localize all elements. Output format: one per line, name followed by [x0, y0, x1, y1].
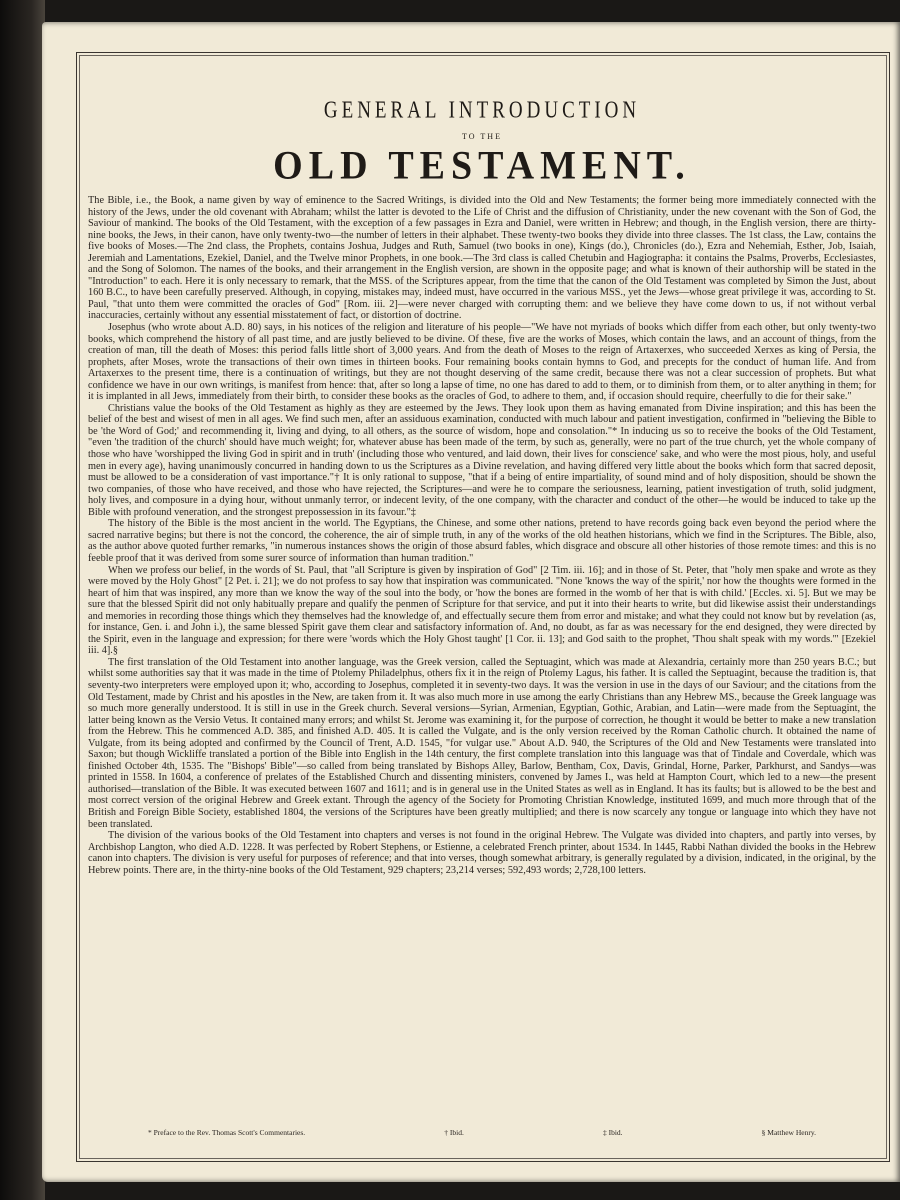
header-title-to-the: TO THE	[462, 132, 502, 141]
header-title-old-testament: OLD TESTAMENT.	[273, 143, 691, 189]
header-title-general-introduction: GENERAL INTRODUCTION	[323, 97, 641, 124]
footnote-1: * Preface to the Rev. Thomas Scott's Commentaries.	[148, 1128, 306, 1137]
paragraph-inspiration: When we profess our belief, in the words of St. Paul, that "all Scripture is given by inspiration of God" [2 Tim. iii. 16]; and in those of St. Peter, that "holy men spake and wrote as they were moved by the Holy Ghost" [2 Pet. i. 21]; we do not profess to say how that inspiration was communicated. "None 'knows the way of the spirit,' nor how the thoughts were formed in the heart of him that was inspired, any more than we know the way of the soul into the body, or 'how the bones are formed in the womb of her that is with child.' [Eccles. xi. 5]. But we may be sure that the blessed Spirit did not only habitually prepare and qualify the penmen of Scripture for that service, and put it into their hearts to write, but did likewise assist their understandings and memories in recording those things which they themselves had the knowledge of, and effectually secure them from error and mistake; and what they could not know but by revelation (as, for instance, Gen. i. and John i.), the same blessed Spirit gave them clear and satisfactory information of. And, no doubt, as far as was necessary for the end designed, they were directed by the Spirit, even in the language and expression; for there were 'words which the Holy Ghost taught' [1 Cor. ii. 13]; and God saith to the prophet, 'Thou shalt speak with my words.'" [Ezekiel iii. 4].§	[88, 564, 876, 657]
book-binding-shadow	[0, 0, 45, 1200]
paragraph-bible: The Bible, i.e., the Book, a name given by way of eminence to the Sacred Writings, is divided into the Old and New Testaments; the former being more immediately connected with the history of the Jews, under the old covenant with Abraham; whilst the latter is devoted to the Life of Christ and the diffusion of Christianity, under the new covenant with the Son of God, the Saviour of mankind. The books of the Old Testament, with the exception of a few passages in Ezra and Daniel, were written in Hebrew; and though, in the English version, there are thirty-nine books, the Jews, in their canon, have only twenty-two—the number of letters in their alphabet. These twenty-two books they divide into three classes. The 1st class, the Law, contains the five books of Moses.—The 2nd class, the Prophets, contains Joshua, Judges and Ruth, Samuel (two books in one), Kings (do.), Chronicles (do.), Ezra and Nehemiah, Esther, Job, Isaiah, Jeremiah and Lamentations, Ezekiel, Daniel, and the Twelve minor Prophets, in one book.—The 3rd class is called Chetubin and Hagiographa: it contains the Psalms, Proverbs, Ecclesiastes, and the Song of Solomon. The names of the books, and their arrangement in the English version, are shown in the opposite page; and what is known of their authorship will be stated in the "Introduction" to each. Here it is only necessary to remark, that the MSS. of the Scriptures appear, from the time that the canon of the Old Testament was completed by Simon the Just, about 160 B.C., to have been carefully preserved. Although, in copying, mistakes may, indeed must, have occurred in the various MSS., yet the Jews—whose great privilege it was, according to St. Paul, "that unto them were committed the oracles of God" [Rom. iii. 2]—were never charged with corrupting them: and we believe they have come down to us, if not without verbal inaccuracies, certainly without any essential misstatement of fact, or distortion of doctrine.	[88, 195, 876, 322]
paragraph-divisions: The division of the various books of the Old Testament into chapters and verses is not found in the original Hebrew. The Vulgate was divided into chapters, and partly into verses, by Archbishop Langton, who died A.D. 1228. It was perfected by Robert Stephens, or Estienne, a celebrated French printer, about 1534. In 1445, Rabbi Nathan divided the books in the Hebrew canon into chapters. The division is very useful for purposes of reference; and that into verses, though somewhat arbitrary, is generally regulated by a division, indicated, in the original, by the Hebrew points. There are, in the thirty-nine books of the Old Testament, 929 chapters; 23,214 verses; 592,493 words; 2,728,100 letters.	[88, 830, 876, 876]
footnote-2: † Ibid.	[444, 1128, 464, 1137]
footnote-3: ‡ Ibid.	[602, 1128, 623, 1137]
body-text	[88, 195, 876, 876]
paragraph-josephus: Josephus (who wrote about A.D. 80) says, in his notices of the religion and literature of his people—"We have not myriads of books which differ from each other, but only twenty-two books, which comprehend the history of all past time, and are justly believed to be divine. Of these, five are the works of Moses, which contain the laws, and an account of things, from the creation of man, till the death of Moses: this period falls little short of 3,000 years. And from the death of Moses to the reign of Artaxerxes, who succeeded Xerxes as king of Persia, the prophets, after Moses, wrote the transactions of their own times in thirteen books. Four remaining books contain hymns to God, and precepts for the conduct of human life. And from Artaxerxes to the present time, there is a continuation of writings, but they are not thought deserving of the same credit, because there was not a clear succession of prophets. But what confidence we have in our own writings, is manifest from hence: that, after so long a lapse of time, no one has dared to add to them, or to diminish from them, or to alter anything in them; for it is implanted in all Jews, immediately from their birth, to consider these books as the oracles of God, to adhere to them, and, if occasion should require, cheerfully to die for their sake."	[88, 322, 876, 403]
footnote-4: § Matthew Henry.	[761, 1128, 816, 1137]
paragraph-history: The history of the Bible is the most ancient in the world. The Egyptians, the Chinese, and some other nations, pretend to have records going back even beyond the period where the sacred narrative begins; but there is not the concord, the coherence, the air of simple truth, in any of the works of the old heathen historians, which we find in the Scriptures. The Bible, also, as the author above quoted further remarks, "in numerous instances shows the origin of those absurd fables, which disgrace and obscure all other histories of those remote times: and this is no feeble proof that it was derived from some surer source of information than human tradition."	[88, 518, 876, 564]
paragraph-translations: The first translation of the Old Testament into another language, was the Greek version, called the Septuagint, which was made at Alexandria, certainly more than 250 years B.C.; but whilst some authorities say that it was made in the time of Ptolemy Philadelphus, others fix it in the reign of Ptolemy Lagus, his father. It is called the Septuagint, because the tradition is, that seventy-two interpreters were employed upon it; who, according to Josephus, completed it in seventy-two days. It was the version in use in the days of our Saviour; and the citations from the Old Testament, made by Christ and his apostles in the New, are taken from it. It was also much more in use among the early Christians than any Hebrew MS., because the Greek language was so much more generally understood. It is still in use in the Greek church. Several versions—Syrian, Armenian, Egyptian, Gothic, Arabian, and Latin—were made from the Septuagint, the latter being known as the Versio Vetus. It contained many errors; and whilst St. Jerome was examining it, for the purpose of correction, he thought it would be better to make a new translation from the Hebrew. This he commenced A.D. 385, and finished A.D. 405. It is called the Vulgate, and is the only version received by the Roman Catholic church. It obtained the name of Vulgate, from its being adopted and confirmed by the Council of Trent, A.D. 1545, "for vulgar use." About A.D. 940, the Scriptures of the Old and New Testaments were translated into Saxon; but though Wickliffe translated a portion of the Bible into English in the 14th century, the first complete translation into this language was that of Tindale and Coverdale, which was finished October 4th, 1535. The "Bishops' Bible"—so called from being translated by Bishops Alley, Barlow, Bentham, Cox, Davis, Grindal, Horne, Parker, Parkhurst, and Sandys—was printed in 1558. In 1604, a conference of prelates of the Established Church and dissenting ministers, convened by James I., was held at Hampton Court, which led to a new—the present authorised—translation of the Bible. It was executed between 1607 and 1611; and is in general use in the United States as well as in England. It has its faults; but is allowed to be the best and most correct version of the original Hebrew and Greek extant. Through the agency of the Society for Promoting Christian Knowledge, instituted 1699, and much more through that of the British and Foreign Bible Society, established 1804, the versions of the Scriptures have been greatly multiplied; and there is now scarcely any tongue or language into which they have not been translated.	[88, 656, 876, 830]
page-header	[76, 97, 888, 189]
footnotes	[88, 1128, 876, 1137]
paragraph-christians: Christians value the books of the Old Testament as highly as they are esteemed by the Jews. They look upon them as having emanated from Divine inspiration; and this has been the belief of the best and wisest of men in all ages. We find such men, after an assiduous examination, conducted with much labour and patient investigation, confirmed in "believing the Bible to be 'the Word of God;' and recommending it, living and dying, to all others, as the source of wisdom, hope and consolation."* In inducing us so to receive the books of the Old Testament, "even 'the tradition of the church' should have much weight; for, whatever abuse has been made of the term, by such as, generally, were no part of the true church, yet the whole company of those who have 'worshipped the living God in spirit and in truth' (including those who ventured, and laid down, their lives for conscience' sake, and who were the most pious, holy, and useful men in every age), having unanimously concurred in handing down to us the Scriptures as a Divine revelation, and having differed very little about the books which form that sacred deposit, must be allowed to be a consideration of vast importance."† It is only rational to suppose, "that if a being of entire impartiality, of sound mind and of holy disposition, should be shown the two companies, of those who have received, and those who have rejected, the Scriptures—and were he to compare the seriousness, learning, patient investigation of truth, solid judgment, holy lives, and composure in a dying hour, without unmanly terror, or indecent levity, of the one company, with the character and conduct of the other—he would be induced to take up the Bible with profound veneration, and the strongest prepossession in its favour."‡	[88, 402, 876, 518]
